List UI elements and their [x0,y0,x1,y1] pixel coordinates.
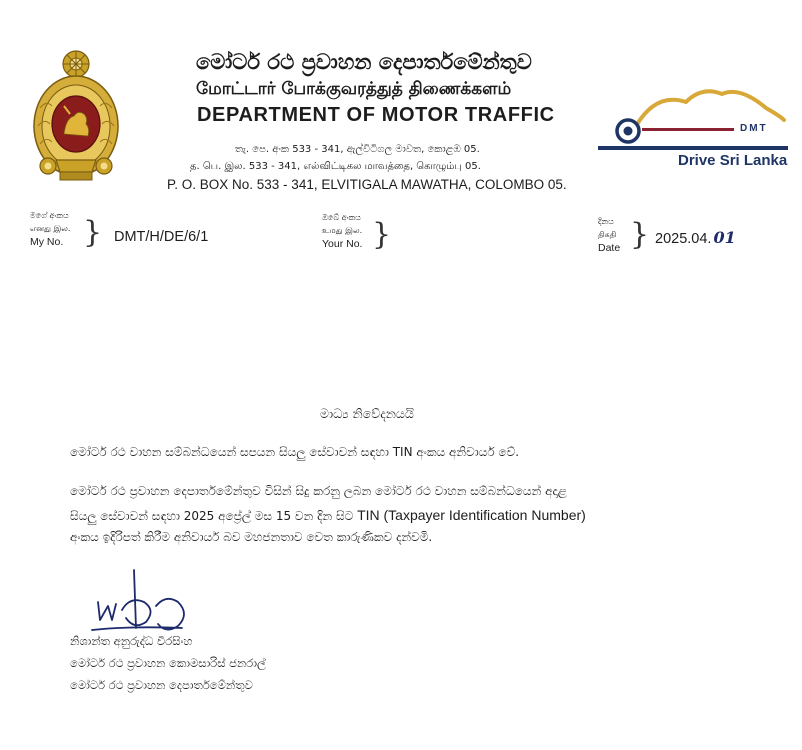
date-label-tamil: திகதி [598,230,617,239]
dmt-logo [598,86,798,176]
address-english: P. O. BOX No. 533 - 341, ELVITIGALA MAWATHA, COLOMBO 05. [167,177,567,192]
brace-icon: } [83,215,103,250]
tin-full-form: TIN (Taxpayer Identification Number) [357,507,586,523]
my-no-label: My No. [30,236,64,248]
brace-icon: } [372,217,392,252]
date-label-sinhala: දිනය [598,217,614,226]
paragraph-2-line-3: අංකය ඉදිරිපත් කිරීම අනිවාර්ය බව මහජනතාව වෙත කාරුණිකව දන්වමි. [70,530,433,544]
address-tamil: த. பெ. இல. 533 - 341, எல்விட்டிகல மாவத்தை, கொழும்பு 05. [190,161,481,172]
signature-icon [86,566,196,638]
signatory-designation: මෝටර් රථ ප්‍රවාහන කොමසාරිස් ජනරාල් [70,656,266,670]
national-emblem-icon [30,48,122,184]
department-name-sinhala: මෝටර් රථ ප්‍රවාහන දෙපාර්තමේන්තුව [196,50,532,74]
dmt-badge: DMT [740,123,768,134]
your-no-block [322,213,362,250]
paragraph-2-line-2-text: සියලු සේවාවන් සඳහා 2025 අප්‍රේල් මස 15 වන දින සිට [70,509,358,523]
paragraph-2-line-2 [70,507,586,524]
your-no-label-tamil: உமது இல. [322,226,363,235]
dmt-tagline: Drive Sri Lanka [678,152,788,169]
your-no-label-sinhala: ඔබේ අංකය [322,213,361,222]
paragraph-2-line-1: මෝටර් රථ ප්‍රවාහන දෙපාර්තමේන්තුව විසින් සිදු කරනු ලබන මෝටර් රථ වාහන සම්බන්ධයෙන් අදාළ [70,484,567,498]
date-label: Date [598,242,621,254]
my-no-value: DMT/H/DE/6/1 [114,229,209,245]
your-no-label: Your No. [322,238,363,250]
notice-title: මාධ්‍ය නිවේදනයයි [320,406,414,421]
department-name-english: DEPARTMENT OF MOTOR TRAFFIC [197,104,555,126]
department-name-tamil: மோட்டார் போக்குவரத்துத் திணைக்களம் [196,79,512,99]
date-printed: 2025.04. [655,231,712,247]
brace-icon: } [630,217,650,252]
dmt-car-icon [598,86,798,156]
address-sinhala: තැ. පෙ. අංක 533 - 341, ඇල්විටිගල මාවත, කොළඹ 05. [235,144,480,155]
signatory-department: මෝටර් රථ ප්‍රවාහන දෙපාර්තමේන්තුව [70,678,253,692]
my-no-label-tamil: எனது இல. [30,224,71,233]
date-handwritten: 01 [713,228,736,247]
date-value [655,228,736,247]
paragraph-1: මෝටර් රථ වාහන සම්බන්ධයෙන් සපයන සියලු සේවාවන් සඳහා TIN අංකය අනිවාර්ය වේ. [70,445,520,459]
signatory-name: නිශාන්ත අනුරුද්ධ වීරසිංහ [70,634,193,648]
my-no-label-sinhala: මගේ අංකය [30,211,69,220]
date-block [598,217,620,254]
my-no-block [30,211,70,248]
